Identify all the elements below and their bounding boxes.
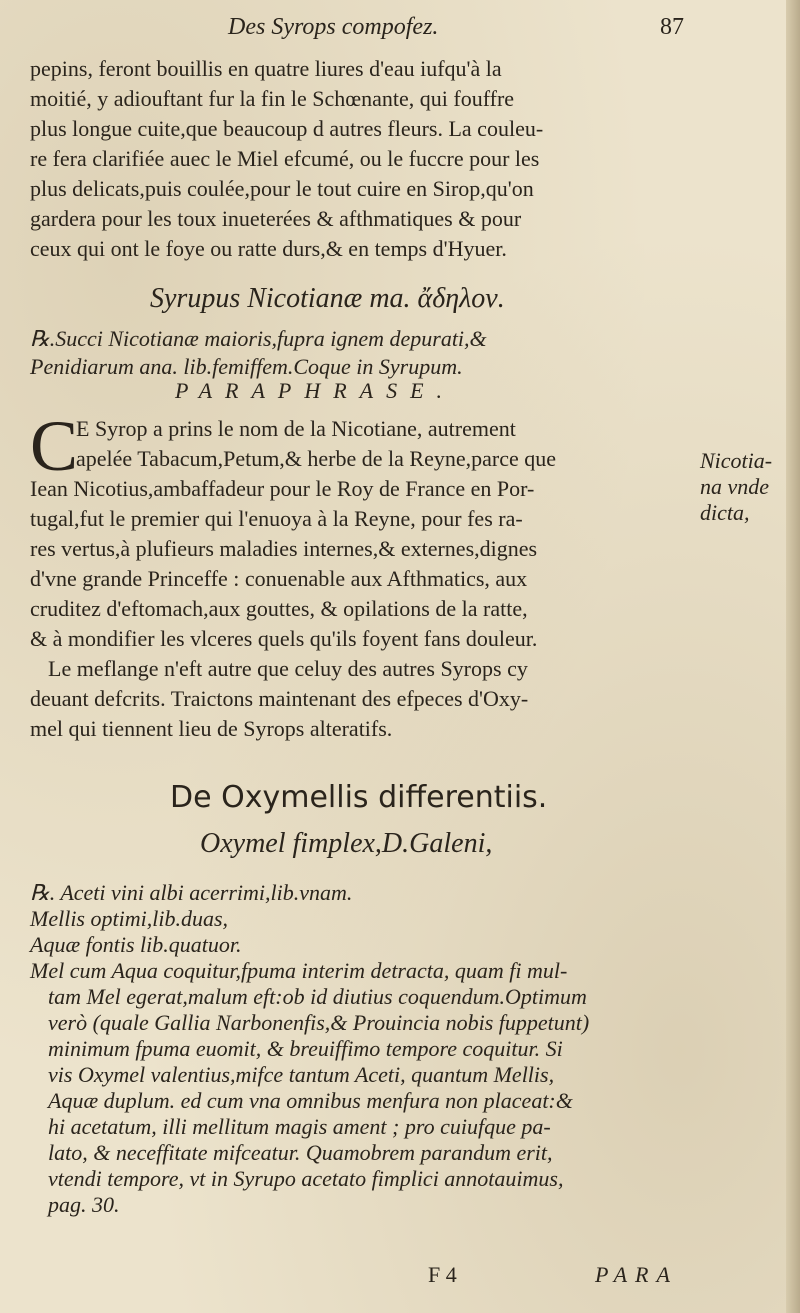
text-line: moitié, y adiouftant fur la fin le Schœnante, qui fouffre xyxy=(30,86,515,111)
text-line: & à mondifier les vlceres quels qu'ils foyent fans douleur. xyxy=(30,626,538,651)
margin-note-line: dicta, xyxy=(700,500,750,525)
recipe-line: Penidiarum ana. lib.femiffem.Coque in Syrupum. xyxy=(30,354,463,379)
latin-line: vtendi tempore, vt in Syrupo acetato fimplici annotauimus, xyxy=(48,1166,564,1191)
text-line: tugal,fut le premier qui l'enuoya à la Reyne, pour fes ra- xyxy=(30,506,523,531)
margin-note-line: na vnde xyxy=(700,474,770,499)
latin-line: vis Oxymel valentius,mifce tantum Aceti, quantum Mellis, xyxy=(48,1062,555,1087)
latin-line: Mel cum Aqua coquitur,fpuma interim detracta, quam fi mul- xyxy=(30,958,568,983)
text-line: E Syrop a prins le nom de la Nicotiane, autrement xyxy=(76,416,516,441)
text-line: apelée Tabacum,Petum,& herbe de la Reyne,parce que xyxy=(76,446,557,471)
text-line: plus delicats,puis coulée,pour le tout cuire en Sirop,qu'on xyxy=(30,176,534,201)
text-line: Iean Nicotius,ambaffadeur pour le Roy de France en Por- xyxy=(30,476,535,501)
latin-line: tam Mel egerat,malum eft:ob id diutius coquendum.Optimum xyxy=(48,984,587,1009)
catchword: PARA xyxy=(595,1262,678,1287)
signature-mark: F 4 xyxy=(428,1262,457,1287)
recipe-line: ℞.Succi Nicotianæ maioris,fupra ignem depurati,& xyxy=(30,326,487,351)
paraphrase-label: PARAPHRASE. xyxy=(175,378,456,403)
text-line: mel qui tiennent lieu de Syrops alteratifs. xyxy=(30,716,393,741)
latin-line: minimum fpuma euomit, & breuiffimo tempore coquitur. Si xyxy=(48,1036,563,1061)
section-heading: De Oxymellis differentiis. xyxy=(170,780,548,815)
latin-line: Aquæ fontis lib.quatuor. xyxy=(30,932,242,957)
text-line: cruditez d'eftomach,aux gouttes, & opilations de la ratte, xyxy=(30,596,528,621)
text-line: d'vne grande Princeffe : conuenable aux Afthmatics, aux xyxy=(30,566,528,591)
margin-note-line: Nicotia- xyxy=(700,448,773,473)
running-title: Des Syrops compofez. xyxy=(228,14,439,40)
latin-line: pag. 30. xyxy=(48,1192,120,1217)
page-edge-shadow xyxy=(786,0,800,1313)
text-line: res vertus,à plufieurs maladies internes,& externes,dignes xyxy=(30,536,538,561)
latin-line: Aquæ duplum. ed cum vna omnibus menfura non placeat:& xyxy=(48,1088,573,1113)
latin-line: lato, & neceffitate mifceatur. Quamobrem parandum erit, xyxy=(48,1140,553,1165)
section-title: Syrupus Nicotianæ ma. ἄδηλον. xyxy=(150,283,505,314)
text-line: re fera clarifiée auec le Miel efcumé, ou le fuccre pour les xyxy=(30,146,540,171)
sub-heading: Oxymel fimplex,D.Galeni, xyxy=(200,828,493,859)
latin-line: Mellis optimi,lib.duas, xyxy=(30,906,228,931)
latin-line: hi acetatum, illi mellitum magis ament ; pro cuiufque pa- xyxy=(48,1114,551,1139)
text-line: Le meflange n'eft autre que celuy des autres Syrops cy xyxy=(48,656,528,681)
text-line: ceux qui ont le foye ou ratte durs,& en temps d'Hyuer. xyxy=(30,236,507,261)
latin-line: ℞. Aceti vini albi acerrimi,lib.vnam. xyxy=(30,880,353,905)
latin-line: verò (quale Gallia Narbonenfis,& Prouincia nobis fuppetunt) xyxy=(48,1010,590,1035)
text-line: gardera pour les toux inueterées & afthmatiques & pour xyxy=(30,206,522,231)
drop-cap: C xyxy=(30,406,79,486)
text-line: pepins, feront bouillis en quatre liures d'eau iufqu'à la xyxy=(30,56,502,81)
text-line: deuant defcrits. Traictons maintenant des efpeces d'Oxy- xyxy=(30,686,529,711)
text-line: plus longue cuite,que beaucoup d autres fleurs. La couleu- xyxy=(30,116,544,141)
page-number: 87 xyxy=(660,14,684,40)
